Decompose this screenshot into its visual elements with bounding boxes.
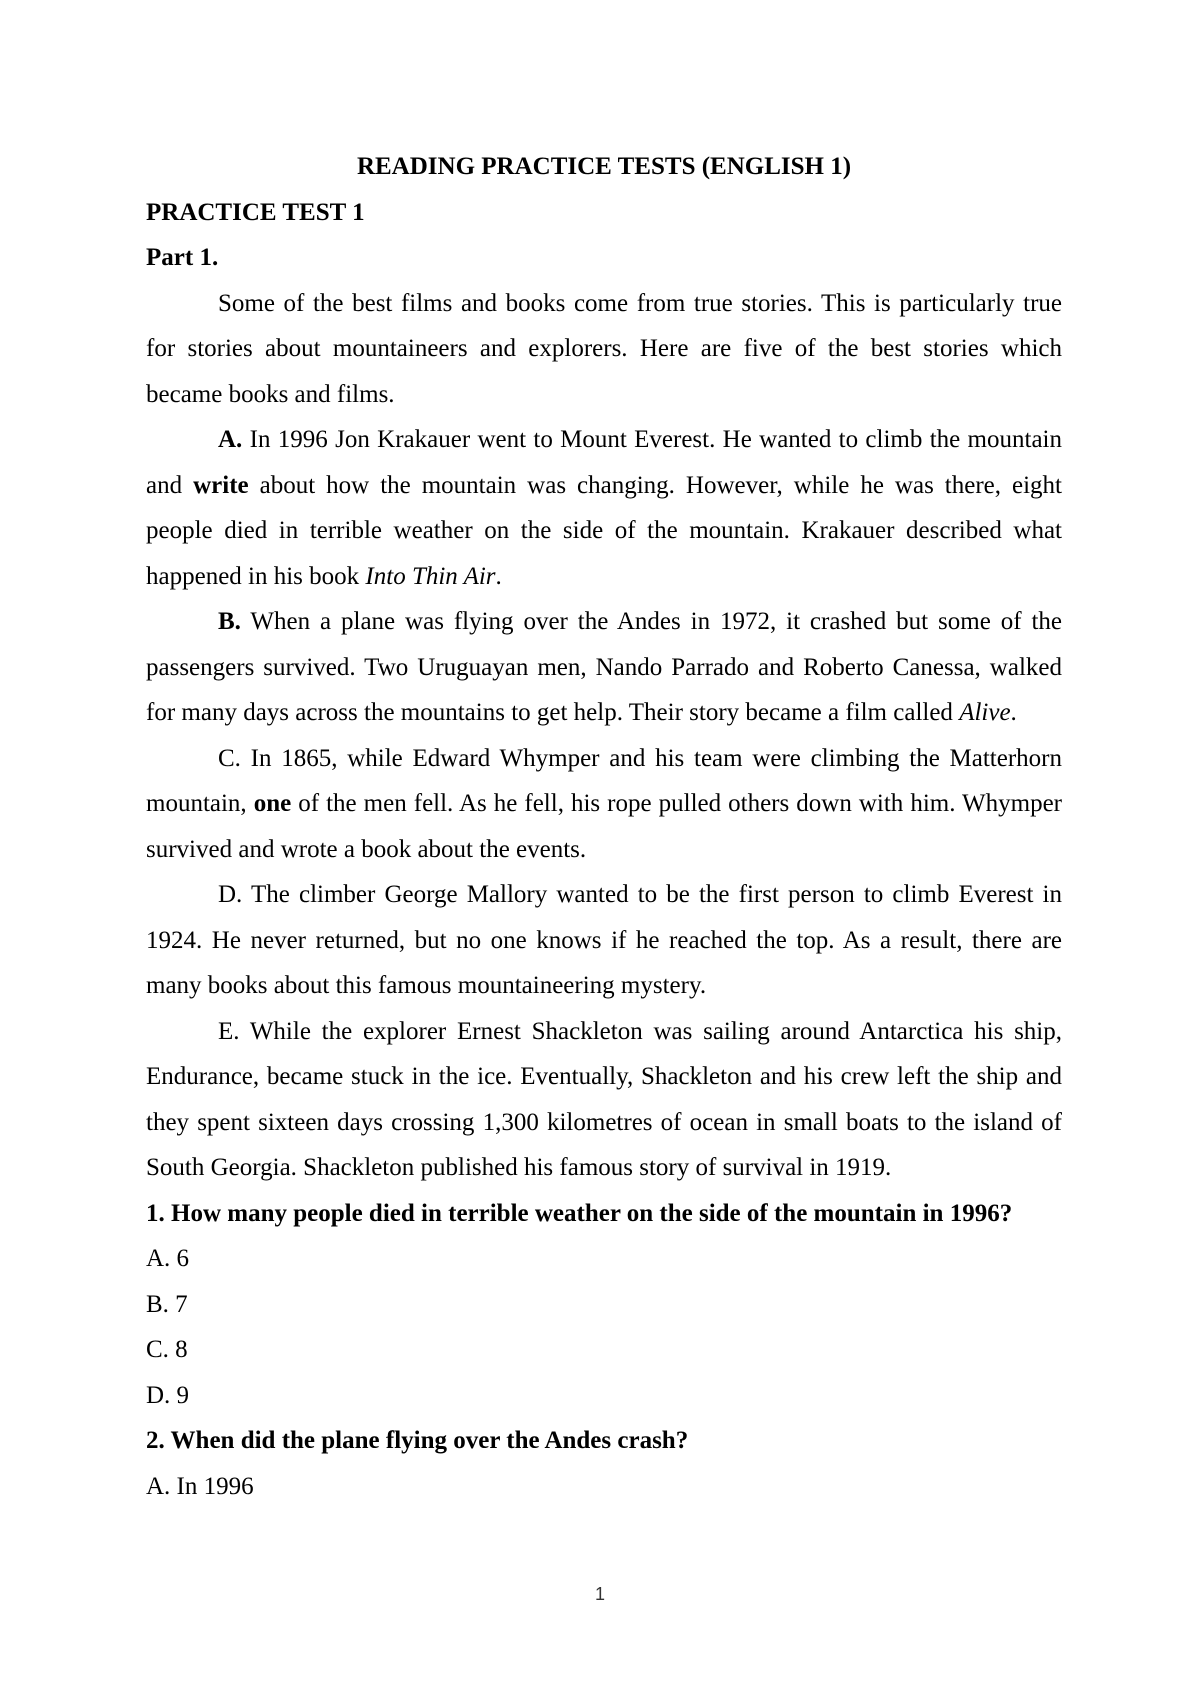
paragraph-e [146,1009,1062,1191]
test-heading: PRACTICE TEST 1 [146,198,365,226]
paragraph-letter: E. [218,1017,240,1045]
question-1-option-d: D. 9 [146,1381,190,1409]
paragraph-text: . [1010,699,1017,726]
paragraph-text: While the explorer Ernest Shackleton was sailing around Antarctica his ship, Endurance, became stuck in the ice. Eventually, Shackleton and his crew left the ship and they spent sixteen days crossing 1,300 kilometres of ocean in small boats to the island of South Georgia. Shackleton published his famous story of survival in 1919. [146,1017,1062,1181]
paragraph-letter: C. [218,744,241,772]
document-body [146,144,1062,1509]
paragraph-b [146,599,1062,736]
document-title: READING PRACTICE TESTS (ENGLISH 1) [356,153,852,180]
intro-paragraph: Some of the best films and books come from true stories. This is particularly true for stories about mountaineers and explorers. Here are five of the best stories which became books and films. [146,289,1062,408]
film-title: Alive [959,699,1011,726]
question-2-option-a: A. In 1996 [146,1472,254,1500]
question-1-option-c: C. 8 [146,1336,188,1363]
book-title: Into Thin Air [365,562,496,590]
highlighted-word: write [193,471,249,499]
paragraph-letter: D. [218,881,243,908]
part-heading: Part 1. [146,244,219,271]
paragraph-text: The climber George Mallory wanted to be the first person to climb Everest in 1924. He never returned, but no one knows if he reached the top. As a result, there are many books about this famous mountaineering mystery. [146,881,1062,999]
paragraph-letter: B. [218,608,241,635]
paragraph-a [146,417,1062,599]
paragraph-text: In 1865, while Edward Whymper and his team were climbing the Matterhorn mountain, [146,744,1062,817]
question-1: 1. How many people died in terrible weather on the side of the mountain in 1996? [146,1199,1013,1227]
highlighted-word: one [253,790,292,817]
paragraph-d [146,872,1062,1009]
paragraph-c [146,736,1062,873]
page-number: 1 [594,1584,605,1604]
paragraph-letter: A. [218,426,243,453]
question-2: 2. When did the plane flying over the Andes crash? [146,1427,689,1454]
question-1-option-a: A. 6 [146,1245,190,1272]
paragraph-text: . [495,562,502,590]
paragraph-text: In 1996 Jon Krakauer went to Mount Everest. He wanted to climb the mountain and [146,426,1062,499]
paragraph-text: When a plane was flying over the Andes in 1972, it crashed but some of the passengers survived. Two Uruguayan men, Nando Parrado and Roberto Canessa, walked for many days across the mountains to get help. Their story became a film called [146,608,1062,726]
paragraph-text: about how the mountain was changing. However, while he was there, eight people died in terrible weather on the side of the mountain. Krakauer described what happened in his book [146,471,1062,590]
paragraph-text: of the men fell. As he fell, his rope pulled others down with him. Whymper survived and wrote a book about the events. [146,790,1062,863]
question-1-option-b: B. 7 [146,1290,188,1318]
